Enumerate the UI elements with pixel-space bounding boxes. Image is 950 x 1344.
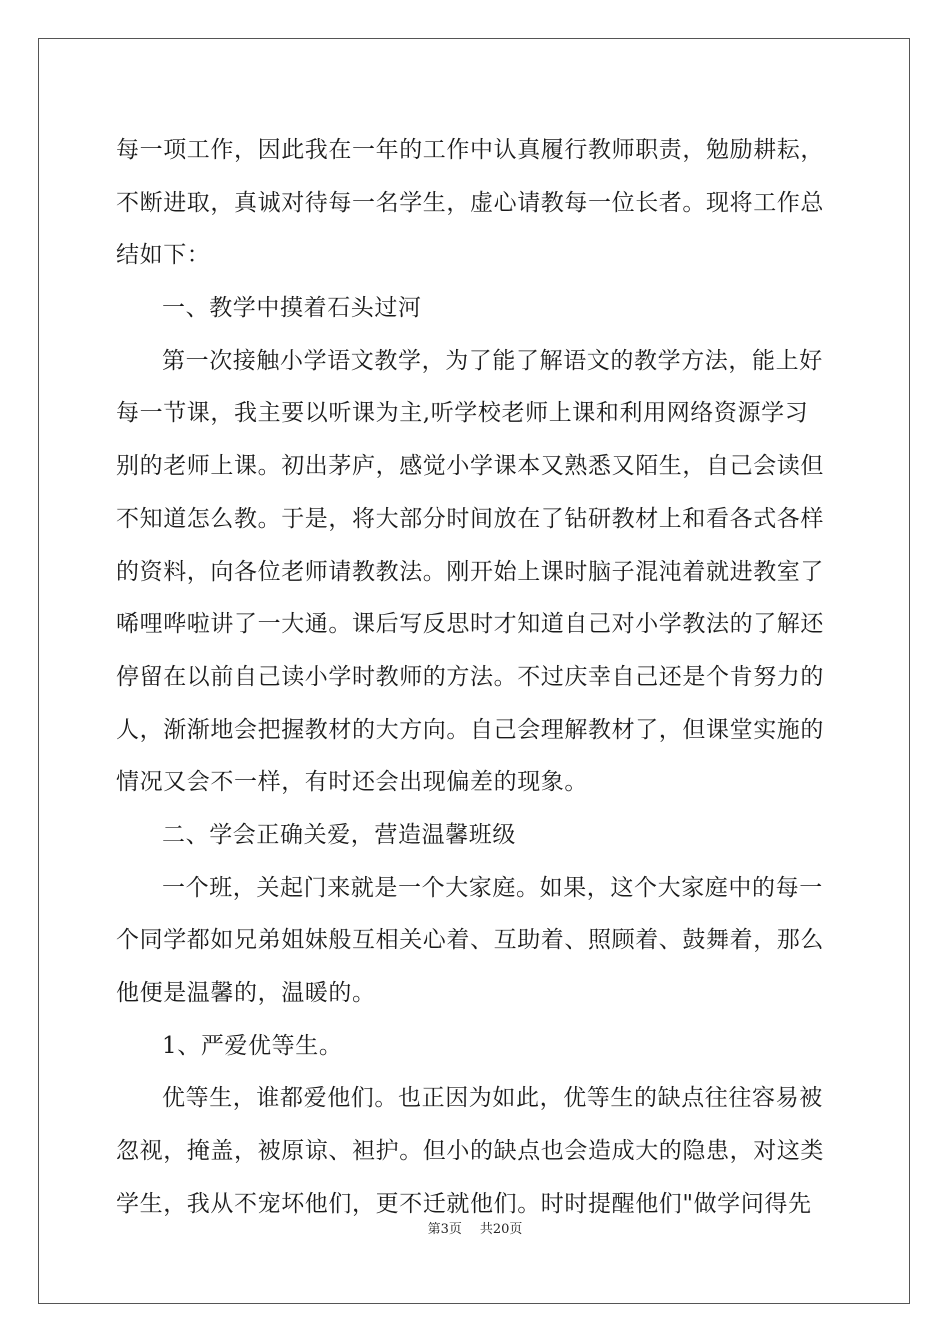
text-line: 停留在以前自己读小学时教师的方法。不过庆幸自己还是个肯努力的 <box>116 663 824 690</box>
text-line: 情况又会不一样，有时还会出现偏差的现象。 <box>116 769 588 796</box>
text-line: 人，渐渐地会把握教材的大方向。自己会理解教材了，但课堂实施的 <box>116 716 824 743</box>
page-number: 第3页 <box>427 1222 462 1237</box>
document-body <box>116 124 834 1230</box>
section-heading: 二、学会正确关爱，营造温馨班级 <box>162 821 516 848</box>
text-line: 不断进取，真诚对待每一名学生，虚心请教每一位长者。现将工作总 <box>116 189 824 216</box>
text-line: 个同学都如兄弟姐妹般互相关心着、互助着、照顾着、鼓舞着，那么 <box>116 927 824 954</box>
text-line: 别的老师上课。初出茅庐，感觉小学课本又熟悉又陌生，自己会读但 <box>116 453 824 480</box>
text-line: 优等生，谁都爱他们。也正因为如此，优等生的缺点往往容易被 <box>162 1085 823 1112</box>
text-line: 不知道怎么教。于是，将大部分时间放在了钻研教材上和看各式各样 <box>116 505 824 532</box>
text-line: 的资料，向各位老师请教教法。刚开始上课时脑子混沌着就进教室了 <box>116 558 824 585</box>
text-line: 忽视，掩盖，被原谅、袒护。但小的缺点也会造成大的隐患，对这类 <box>116 1138 824 1165</box>
text-line: 每一节课，我主要以听课为主,听学校老师上课和利用网络资源学习 <box>116 400 809 427</box>
subsection-heading: 1、严爱优等生。 <box>162 1032 343 1059</box>
text-line: 结如下： <box>116 242 211 269</box>
text-line: 一个班，关起门来就是一个大家庭。如果，这个大家庭中的每一 <box>162 874 823 901</box>
page-total: 共20页 <box>479 1222 523 1237</box>
text-line: 第一次接触小学语文教学，为了能了解语文的教学方法，能上好 <box>162 347 823 374</box>
section-heading: 一、教学中摸着石头过河 <box>162 295 422 322</box>
text-line: 学生，我从不宠坏他们，更不迁就他们。时时提醒他们"做学问得先 <box>116 1190 812 1217</box>
page-footer <box>0 1218 950 1237</box>
text-line: 每一项工作，因此我在一年的工作中认真履行教师职责，勉励耕耘， <box>116 137 824 163</box>
text-line: 唏哩哗啦讲了一大通。课后写反思时才知道自己对小学教法的了解还 <box>116 611 824 638</box>
text-line: 他便是温馨的，温暖的。 <box>116 980 376 1006</box>
